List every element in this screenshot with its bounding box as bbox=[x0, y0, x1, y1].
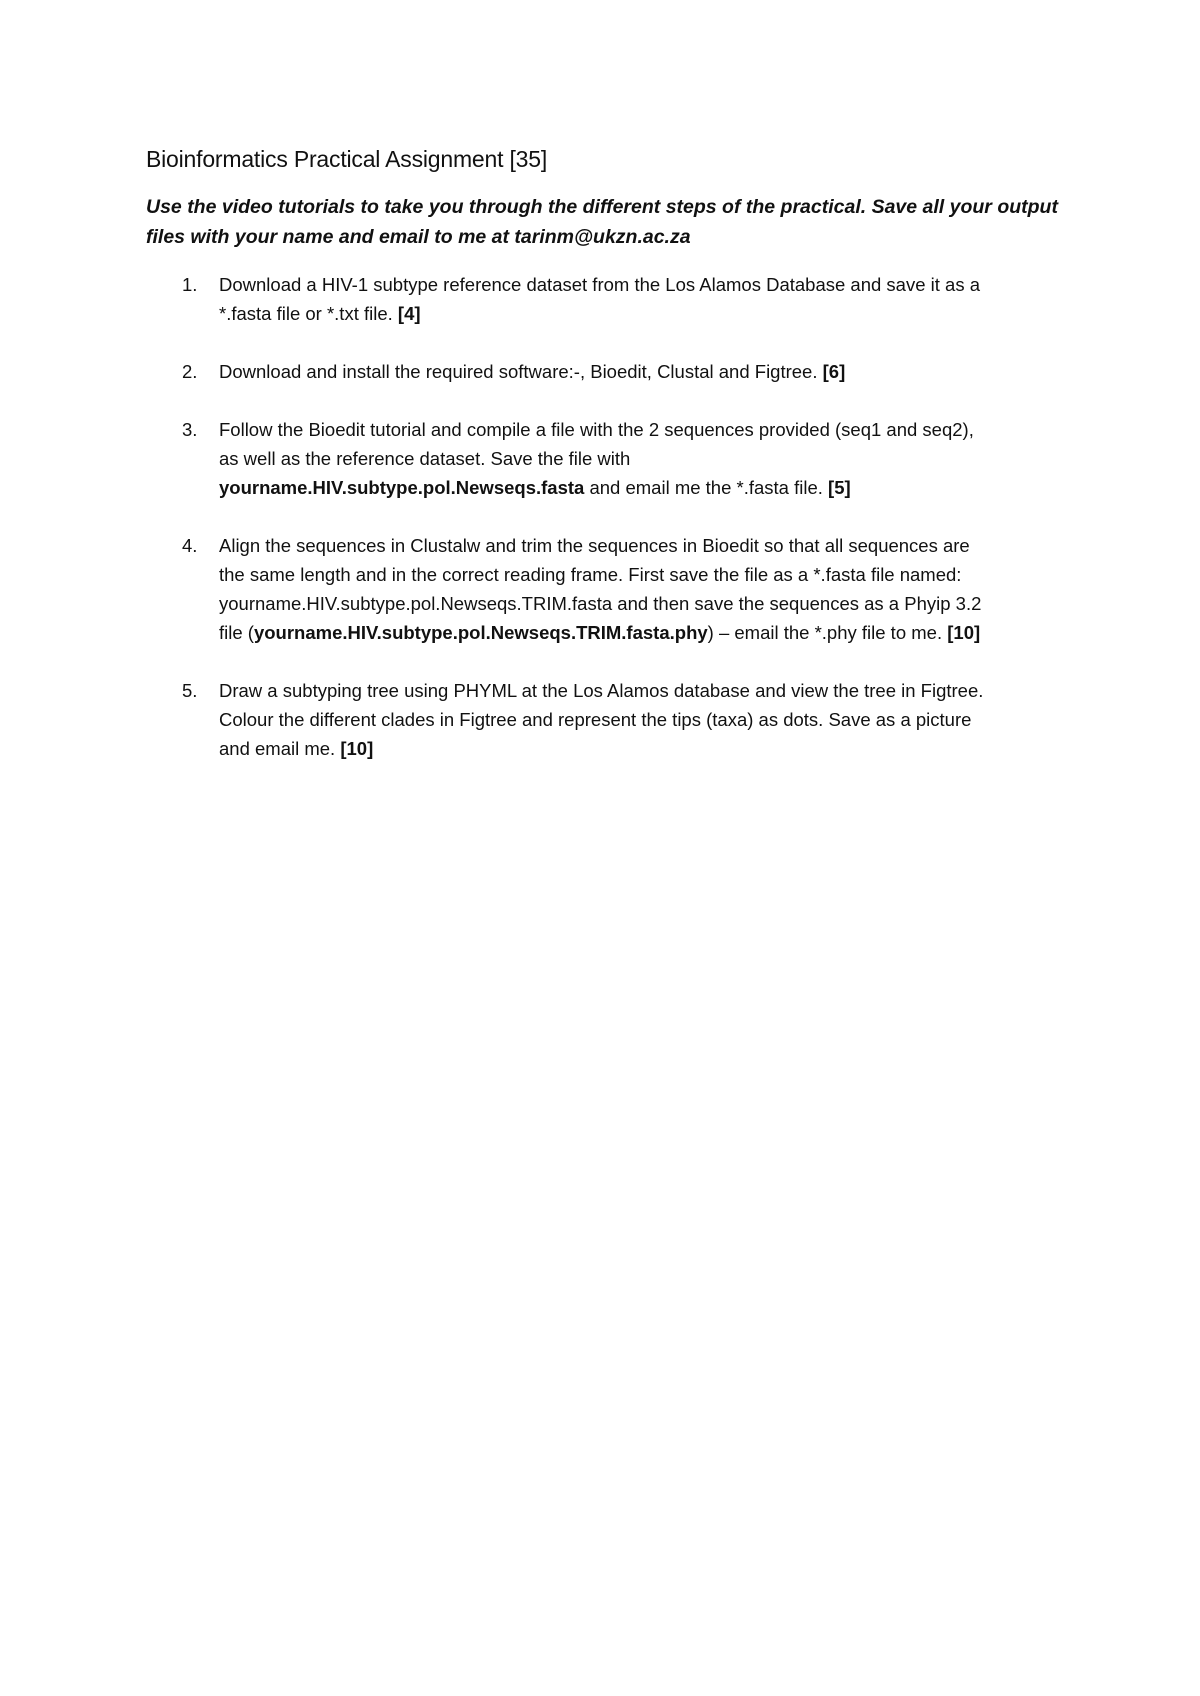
task-text-line: Draw a subtyping tree using PHYML at the Los Alamos database and view the tree in Figtree. bbox=[219, 680, 984, 701]
task-text-line: Colour the different clades in Figtree and represent the tips (taxa) as dots. Save as a picture bbox=[219, 709, 972, 730]
task-marks: [5] bbox=[828, 477, 851, 498]
task-list bbox=[146, 270, 1076, 792]
intro-instructions bbox=[146, 192, 1076, 252]
task-text-line: as well as the reference dataset. Save the file with bbox=[219, 448, 631, 469]
task-text-line: and email me. bbox=[219, 738, 336, 759]
task-item-2 bbox=[146, 357, 1076, 386]
task-text-line: *.fasta file or *.txt file. bbox=[219, 303, 393, 324]
task-text-line: yourname.HIV.subtype.pol.Newseqs.TRIM.fasta and then save the sequences as a Phyip 3.2 bbox=[219, 593, 982, 614]
task-number: 3. bbox=[182, 419, 198, 440]
task-number: 2. bbox=[182, 361, 198, 382]
task-text-line: the same length and in the correct reading frame. First save the file as a *.fasta file named: bbox=[219, 564, 962, 585]
task-marks: [10] bbox=[947, 622, 981, 643]
task-item-1 bbox=[146, 270, 1076, 328]
task-filename: yourname.HIV.subtype.pol.Newseqs.TRIM.fasta.phy bbox=[253, 622, 708, 643]
intro-line-2: files with your name and email to me at tarinm@ukzn.ac.za bbox=[146, 226, 691, 248]
task-number: 1. bbox=[182, 274, 198, 295]
task-marks: [10] bbox=[340, 738, 374, 759]
task-item-3 bbox=[146, 415, 1076, 502]
task-text-line: file ( bbox=[219, 622, 254, 643]
task-item-4 bbox=[146, 531, 1076, 647]
task-text-line: Align the sequences in Clustalw and trim the sequences in Bioedit so that all sequences are bbox=[219, 535, 970, 556]
task-number: 4. bbox=[182, 535, 198, 556]
task-text-line: ) – email the *.phy file to me. bbox=[707, 622, 943, 643]
task-text-line: and email me the *.fasta file. bbox=[589, 477, 823, 498]
task-number: 5. bbox=[182, 680, 198, 701]
task-marks: [6] bbox=[822, 361, 846, 382]
page-title: Bioinformatics Practical Assignment [35] bbox=[146, 146, 548, 172]
task-text-line: Download a HIV-1 subtype reference dataset from the Los Alamos Database and save it as a bbox=[219, 274, 980, 295]
task-text-line: Download and install the required software:-, Bioedit, Clustal and Figtree. bbox=[219, 361, 818, 382]
task-item-5 bbox=[146, 676, 1076, 763]
intro-line-1: Use the video tutorials to take you through the different steps of the practical. Save all your output bbox=[146, 196, 1058, 218]
task-marks: [4] bbox=[397, 303, 421, 324]
task-filename: yourname.HIV.subtype.pol.Newseqs.fasta bbox=[219, 477, 585, 498]
task-text-line: Follow the Bioedit tutorial and compile a file with the 2 sequences provided (seq1 and seq2), bbox=[219, 419, 974, 440]
